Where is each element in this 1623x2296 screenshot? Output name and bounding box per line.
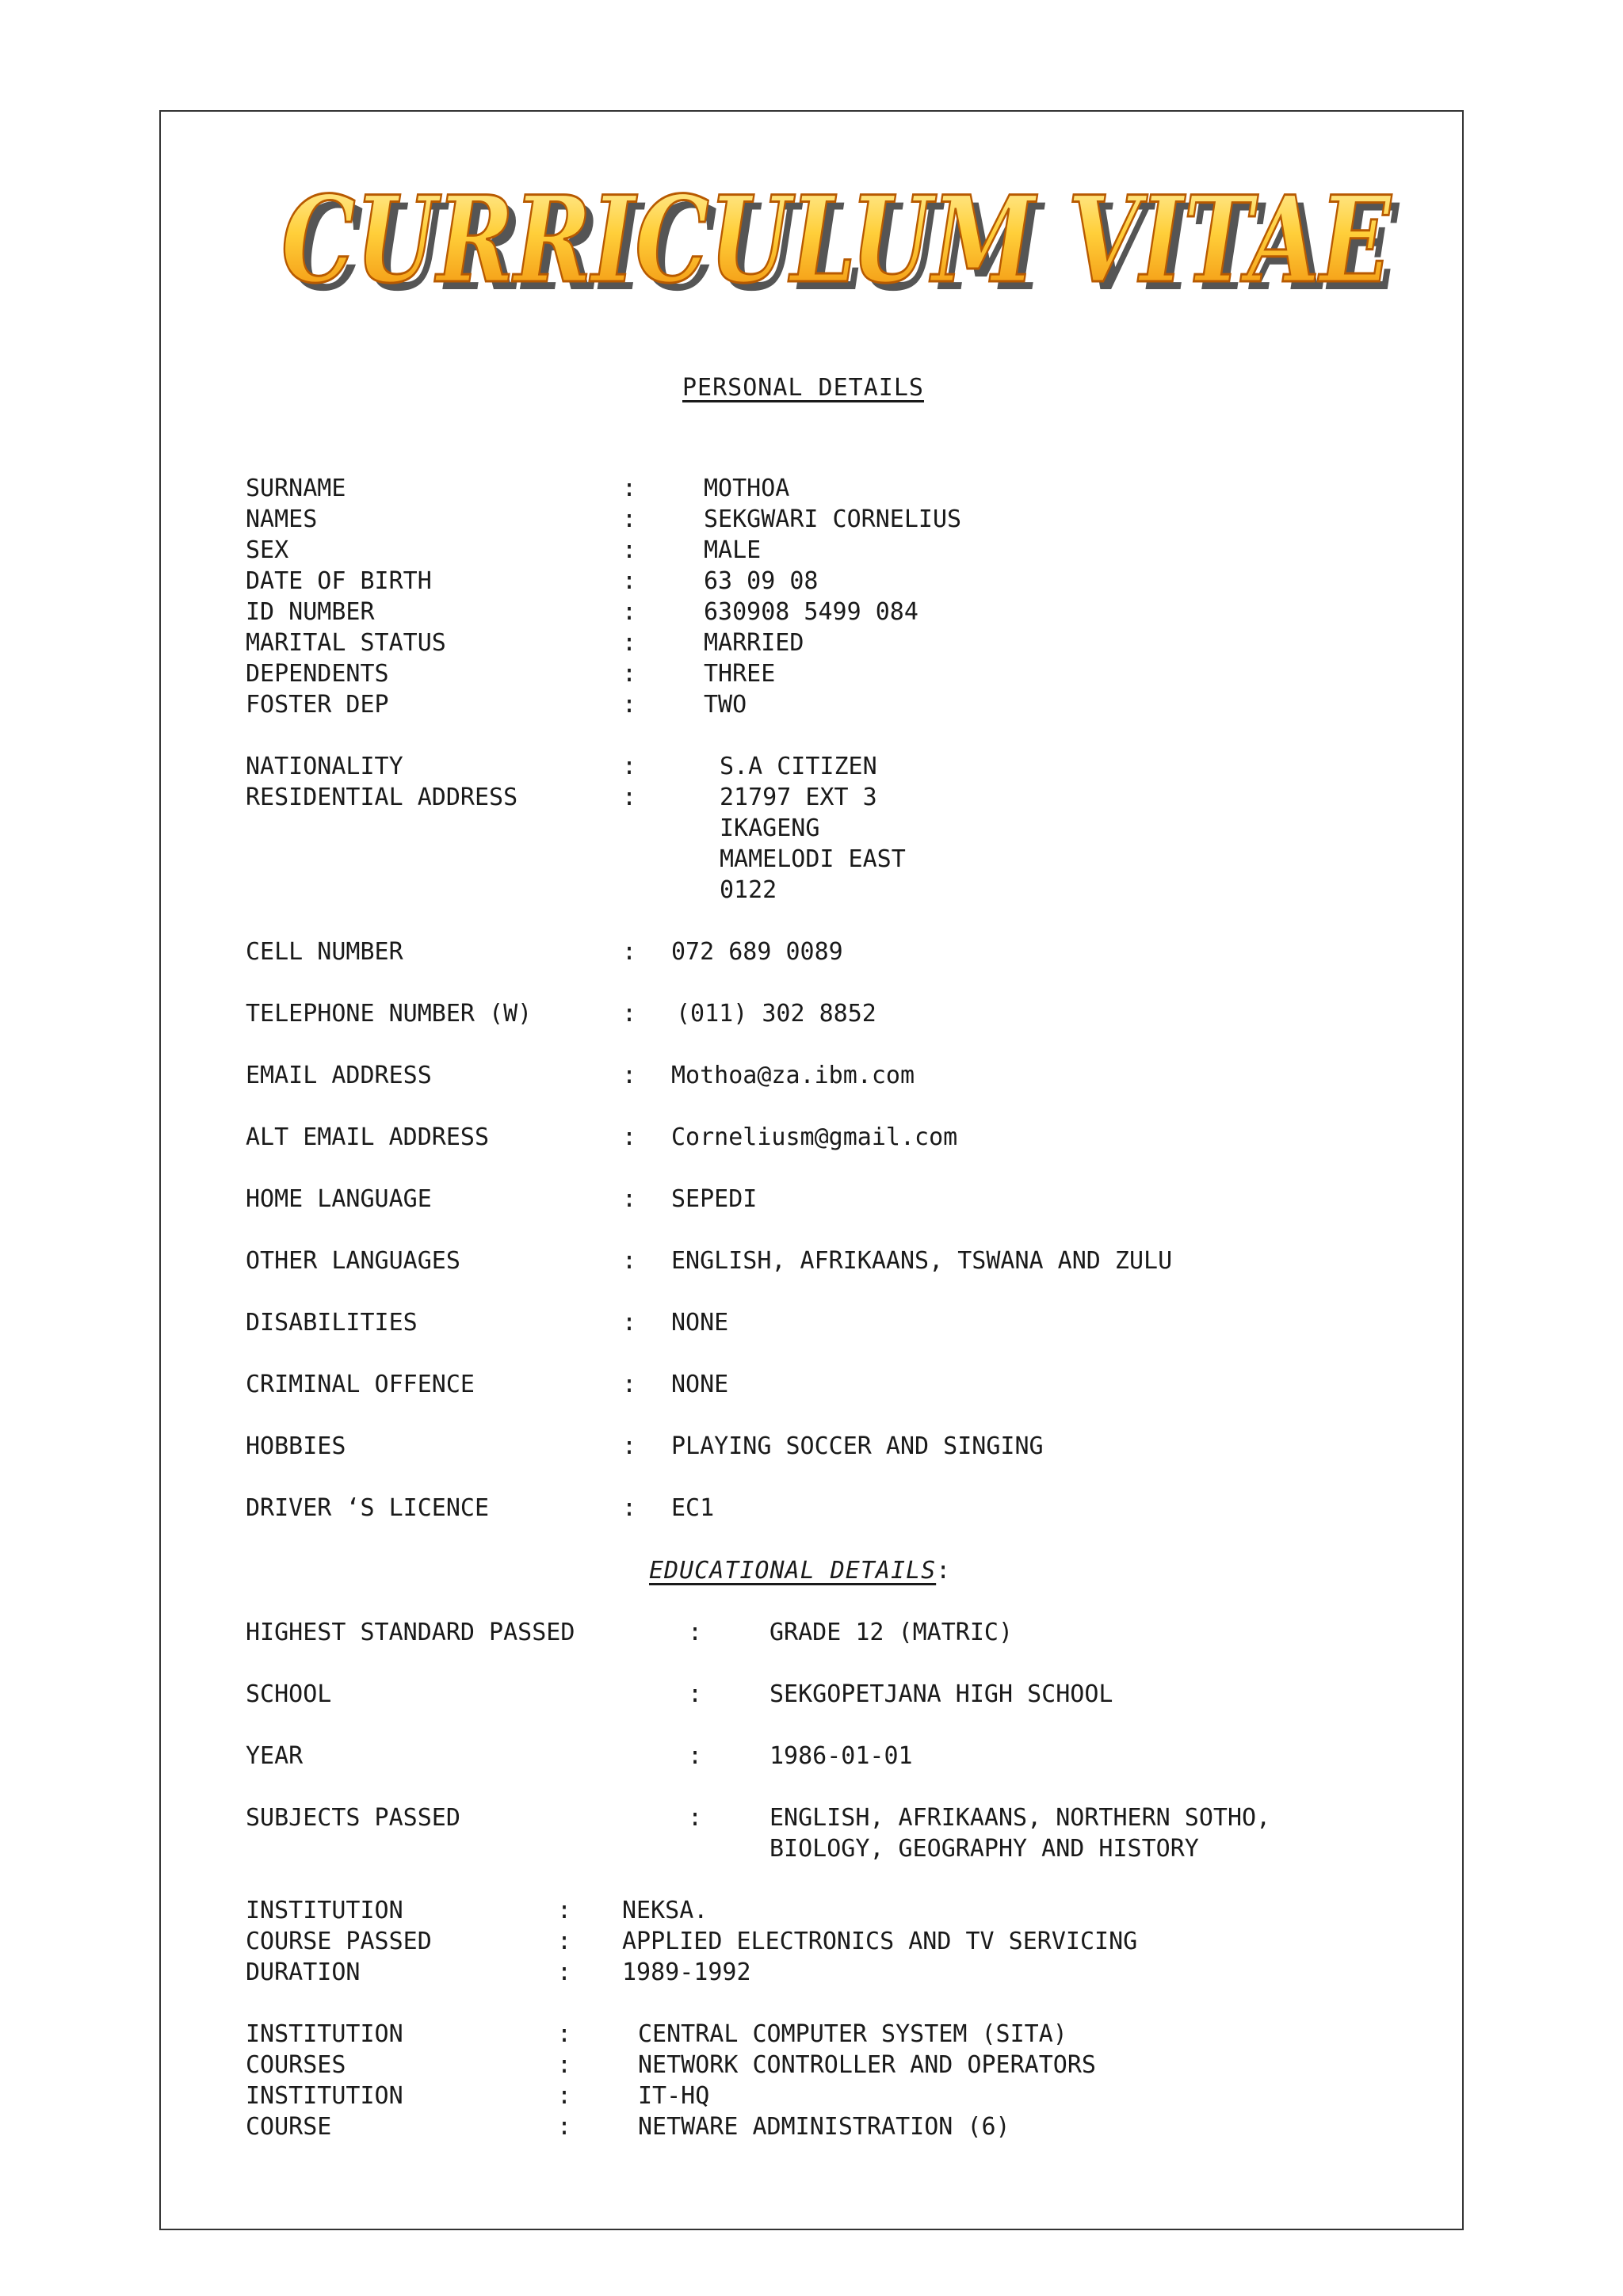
field-value: THREE <box>704 660 776 688</box>
field-separator: : <box>557 2082 572 2110</box>
field-label: COURSE PASSED <box>246 1928 432 1955</box>
field-label: HOME LANGUAGE <box>246 1185 432 1213</box>
field-separator: : <box>557 1958 572 1986</box>
field-value-continuation: MAMELODI EAST <box>720 845 906 873</box>
field-value: S.A CITIZEN <box>720 753 877 780</box>
field-label: FOSTER DEP <box>246 691 389 719</box>
field-separator: : <box>622 784 637 811</box>
field-label: INSTITUTION <box>246 2082 403 2110</box>
field-separator: : <box>688 1804 703 1832</box>
field-value: 072 689 0089 <box>671 938 843 966</box>
field-label: RESIDENTIAL ADDRESS <box>246 784 518 811</box>
title-text: CURRICULUM VITAE <box>281 170 1393 310</box>
field-label: SUBJECTS PASSED <box>246 1804 460 1832</box>
field-separator: : <box>622 753 637 780</box>
field-label: NATIONALITY <box>246 753 403 780</box>
field-label: TELEPHONE NUMBER (W) <box>246 1000 533 1028</box>
field-label: COURSE <box>246 2113 332 2141</box>
title-wordart <box>254 170 1419 329</box>
field-separator: : <box>622 691 637 719</box>
field-value: IT-HQ <box>638 2082 710 2110</box>
field-separator: : <box>688 1742 703 1770</box>
field-label: EMAIL ADDRESS <box>246 1062 432 1089</box>
field-label: DRIVER ‘S LICENCE <box>246 1494 490 1522</box>
field-value: SEPEDI <box>671 1185 758 1213</box>
educational-details-heading-text: EDUCATIONAL DETAILS <box>649 1557 937 1585</box>
field-separator: : <box>622 1247 637 1275</box>
field-value: SEKGWARI CORNELIUS <box>704 505 962 533</box>
field-separator: : <box>557 2113 572 2141</box>
field-label: INSTITUTION <box>246 2020 403 2048</box>
field-label: ALT EMAIL ADDRESS <box>246 1123 490 1151</box>
field-separator: : <box>688 1619 703 1646</box>
field-label: ID NUMBER <box>246 598 375 626</box>
personal-details-heading: PERSONAL DETAILS <box>682 374 924 402</box>
field-value: 1986-01-01 <box>769 1742 913 1770</box>
educational-details-heading-colon: : <box>936 1557 952 1585</box>
field-separator: : <box>622 536 637 564</box>
field-label: COURSES <box>246 2051 346 2079</box>
field-separator: : <box>622 1494 637 1522</box>
field-value: EC1 <box>671 1494 715 1522</box>
field-value-continuation: IKAGENG <box>720 814 820 842</box>
field-label: CELL NUMBER <box>246 938 403 966</box>
field-value: APPLIED ELECTRONICS AND TV SERVICING <box>622 1928 1138 1955</box>
field-value: NETWARE ADMINISTRATION (6) <box>638 2113 1010 2141</box>
field-label: YEAR <box>246 1742 304 1770</box>
field-value: MARRIED <box>704 629 804 657</box>
field-value: GRADE 12 (MATRIC) <box>769 1619 1014 1646</box>
field-separator: : <box>622 505 637 533</box>
field-label: INSTITUTION <box>246 1897 403 1924</box>
field-value: (011) 302 8852 <box>676 1000 876 1028</box>
field-separator: : <box>622 1309 637 1337</box>
field-value: NONE <box>671 1309 729 1337</box>
field-value: PLAYING SOCCER AND SINGING <box>671 1432 1044 1460</box>
field-label: DISABILITIES <box>246 1309 418 1337</box>
field-value: 1989-1992 <box>622 1958 751 1986</box>
field-value: NEKSA. <box>622 1897 708 1924</box>
field-value: ENGLISH, AFRIKAANS, TSWANA AND ZULU <box>671 1247 1173 1275</box>
field-value: TWO <box>704 691 747 719</box>
field-separator: : <box>622 1062 637 1089</box>
field-value: Mothoa@za.ibm.com <box>671 1062 915 1089</box>
field-separator: : <box>622 629 637 657</box>
field-separator: : <box>688 1680 703 1708</box>
field-value: MALE <box>704 536 762 564</box>
field-value: 21797 EXT 3 <box>720 784 877 811</box>
field-value: 630908 5499 084 <box>704 598 918 626</box>
field-value: NETWORK CONTROLLER AND OPERATORS <box>638 2051 1096 2079</box>
field-separator: : <box>622 475 637 502</box>
educational-details-heading <box>649 1557 951 1585</box>
field-separator: : <box>622 1000 637 1028</box>
field-value: MOTHOA <box>704 475 790 502</box>
field-value: CENTRAL COMPUTER SYSTEM (SITA) <box>638 2020 1067 2048</box>
field-separator: : <box>622 598 637 626</box>
field-label: SEX <box>246 536 289 564</box>
field-label: OTHER LANGUAGES <box>246 1247 460 1275</box>
field-separator: : <box>622 938 637 966</box>
field-separator: : <box>557 2020 572 2048</box>
field-value: 63 09 08 <box>704 567 819 595</box>
field-label: DURATION <box>246 1958 361 1986</box>
field-label: SURNAME <box>246 475 346 502</box>
field-label: HIGHEST STANDARD PASSED <box>246 1619 575 1646</box>
field-separator: : <box>622 1432 637 1460</box>
field-value: SEKGOPETJANA HIGH SCHOOL <box>769 1680 1113 1708</box>
field-label: HOBBIES <box>246 1432 346 1460</box>
field-value-continuation: 0122 <box>720 876 777 904</box>
title-shadow: CURRICULUM VITAE <box>289 178 1401 318</box>
field-separator: : <box>622 660 637 688</box>
field-value-continuation: BIOLOGY, GEOGRAPHY AND HISTORY <box>769 1835 1199 1863</box>
field-separator: : <box>557 1928 572 1955</box>
field-separator: : <box>622 1123 637 1151</box>
field-value: ENGLISH, AFRIKAANS, NORTHERN SOTHO, <box>769 1804 1271 1832</box>
field-label: NAMES <box>246 505 318 533</box>
field-separator: : <box>622 1371 637 1398</box>
field-value: Corneliusm@gmail.com <box>671 1123 958 1151</box>
field-label: DEPENDENTS <box>246 660 389 688</box>
field-separator: : <box>557 1897 572 1924</box>
field-separator: : <box>557 2051 572 2079</box>
field-label: DATE OF BIRTH <box>246 567 432 595</box>
field-separator: : <box>622 567 637 595</box>
field-label: CRIMINAL OFFENCE <box>246 1371 475 1398</box>
field-label: MARITAL STATUS <box>246 629 446 657</box>
field-label: SCHOOL <box>246 1680 332 1708</box>
field-separator: : <box>622 1185 637 1213</box>
field-value: NONE <box>671 1371 729 1398</box>
